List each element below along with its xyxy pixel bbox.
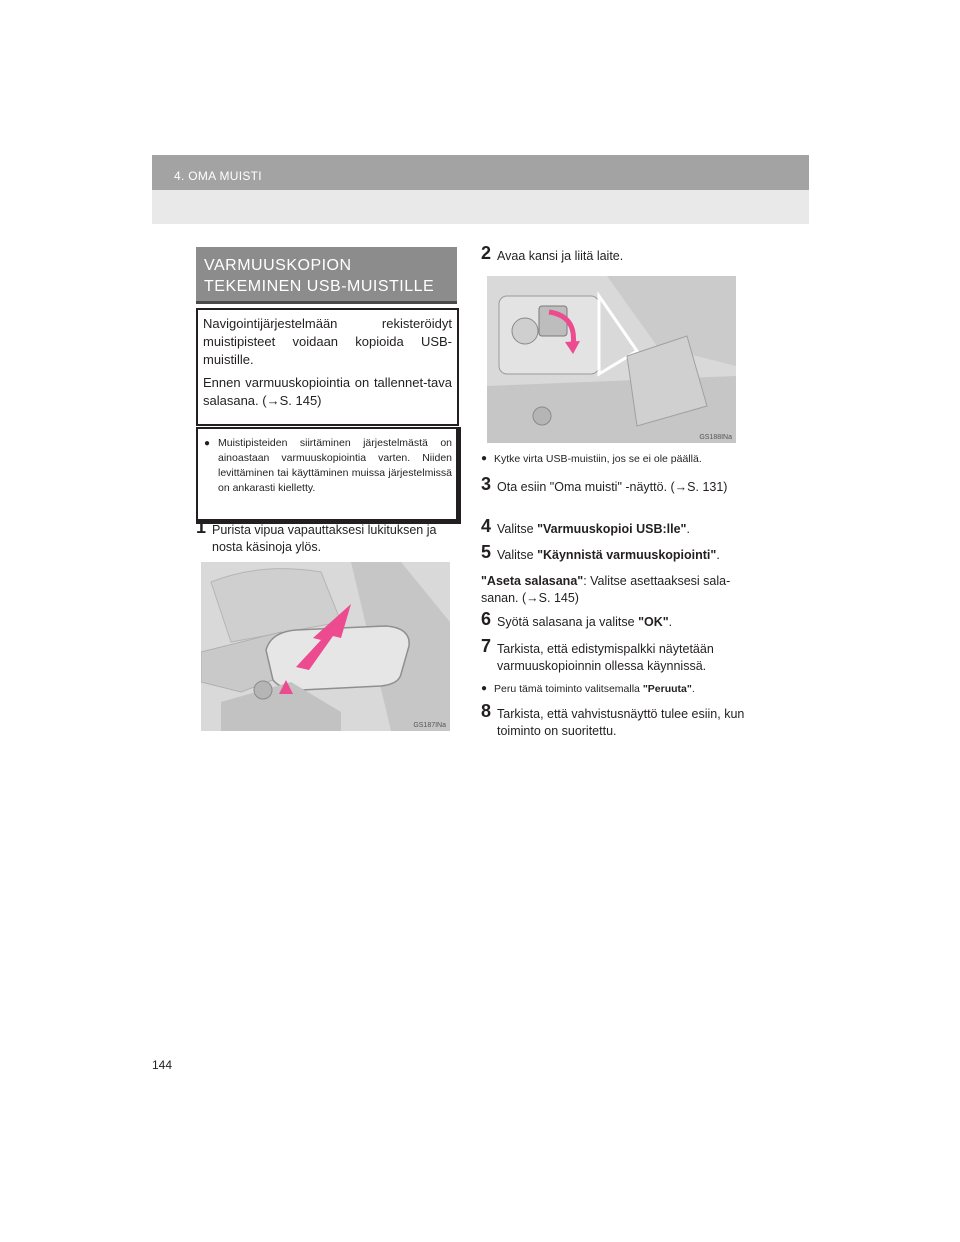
step-text: Valitse [497,522,538,536]
section-title-box [196,247,457,301]
chapter-header-bar [152,155,809,190]
step-4 [481,516,746,538]
menu-option-label: "Peruuta" [642,683,692,695]
step-number: 3 [481,474,492,494]
step-number: 8 [481,701,492,721]
menu-option-label: "Aseta salasana" [481,574,584,588]
step-text: Tarkista, että vahvistusnäyttö tulee esiin, kun toiminto on suoritettu. [497,707,745,738]
step-number: 6 [481,609,492,629]
intro-box [196,308,459,426]
armrest-illustration [201,562,450,731]
image-code: GS188INa [699,434,732,441]
step-text: Ota esiin "Oma muisti" -näyttö. (→S. 131) [497,480,728,494]
step-1 [196,517,461,556]
note-text-end: . [691,683,695,695]
step-number: 4 [481,516,492,536]
step-number: 5 [481,542,492,562]
step-text: Avaa kansi ja liitä laite. [497,249,624,263]
step-6 [481,609,746,631]
step-5 [481,542,746,564]
password-hint [481,573,746,607]
menu-option-label: "OK" [638,615,669,629]
chapter-title: 4. OMA MUISTI [174,169,262,183]
section-title-line2: TEKEMINEN USB-MUISTILLE [204,278,435,295]
step-8 [481,701,746,740]
step-text-end: . [716,548,720,562]
step-number: 1 [196,517,207,537]
section-title-underline [196,301,457,304]
bullet-icon: ● [481,683,488,694]
bullet-icon: ● [204,438,211,449]
step-7 [481,636,746,675]
page-number: 144 [152,1058,173,1072]
menu-option-label: "Varmuuskopioi USB:lle" [537,522,687,536]
note-usb [481,452,759,466]
usb-port-illustration [487,276,736,443]
step-text: Valitse [497,548,538,562]
step-3 [481,474,746,496]
chapter-header-subbar [152,190,809,224]
password-hint-text: : Valitse asettaaksesi sala-sanan. (→S. 145) [481,574,731,605]
warning-text: Muistipisteiden siirtäminen järjestelmästä on ainoastaan varmuuskopiointia varten. Niiden levittäminen tai käyttäminen muissa järjestelmissä on ankarasti kielletty. [218,437,452,494]
step-text: Syötä salasana ja valitse [497,615,639,629]
note-text: Kytke virta USB-muistiin, jos se ei ole päällä. [494,453,702,465]
image-code: GS187INa [413,722,446,729]
step-text-end: . [668,615,673,629]
menu-option-label: "Käynnistä varmuuskopiointi" [537,548,717,562]
step-text: Purista vipua vapauttaksesi lukituksen ja nosta käsinoja ylös. [212,523,437,554]
warning-box [196,427,461,524]
note-text: Peru tämä toiminto valitsemalla [494,683,643,695]
step-number: 2 [481,243,492,263]
bullet-icon: ● [481,453,488,464]
step-text: Tarkista, että edistymispalkki näytetään varmuuskopioinnin ollessa käynnissä. [497,642,714,673]
step-2 [481,243,746,265]
note-cancel [481,682,759,696]
intro-paragraph-1: Navigointijärjestelmään rekisteröidyt muistipisteet voidaan kopioida USB-muistille. [203,316,452,367]
warning-item [202,436,452,496]
intro-paragraph-2: Ennen varmuuskopiointia on tallennet-tava salasana. (→S. 145) [203,375,452,408]
section-title-line1: VARMUUSKOPION [204,257,352,274]
step-text-end: . [686,522,690,536]
step-number: 7 [481,636,492,656]
